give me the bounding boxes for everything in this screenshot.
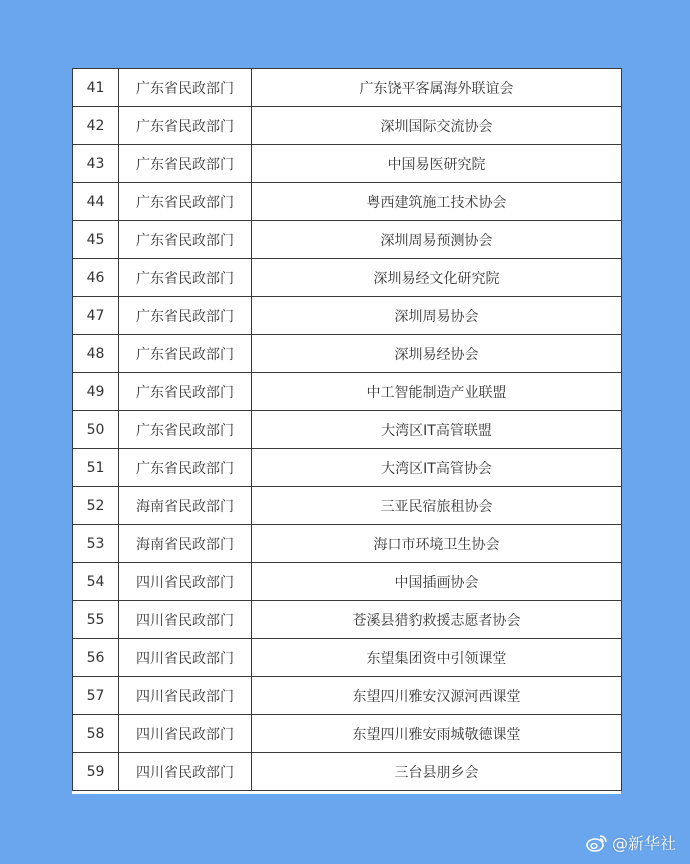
table-row bbox=[73, 297, 622, 335]
row-number-cell: 41 bbox=[73, 69, 119, 107]
table-body bbox=[73, 69, 622, 791]
row-number-cell: 45 bbox=[73, 221, 119, 259]
department-cell: 广东省民政部门 bbox=[119, 145, 252, 183]
table-row bbox=[73, 183, 622, 221]
table-row bbox=[73, 563, 622, 601]
department-cell: 广东省民政部门 bbox=[119, 297, 252, 335]
organization-name-cell: 中国易医研究院 bbox=[252, 145, 622, 183]
table-row bbox=[73, 525, 622, 563]
organization-name-cell: 三台县朋乡会 bbox=[252, 753, 622, 791]
department-cell: 四川省民政部门 bbox=[119, 639, 252, 677]
organization-name-cell: 东望四川雅安雨城敬德课堂 bbox=[252, 715, 622, 753]
row-number-cell: 51 bbox=[73, 449, 119, 487]
department-cell: 四川省民政部门 bbox=[119, 753, 252, 791]
department-cell: 四川省民政部门 bbox=[119, 715, 252, 753]
row-number-cell: 49 bbox=[73, 373, 119, 411]
organization-name-cell: 东望四川雅安汉源河西课堂 bbox=[252, 677, 622, 715]
row-number-cell: 52 bbox=[73, 487, 119, 525]
table-row bbox=[73, 411, 622, 449]
department-cell: 广东省民政部门 bbox=[119, 259, 252, 297]
weibo-logo-icon bbox=[586, 834, 608, 852]
row-number-cell: 48 bbox=[73, 335, 119, 373]
table-row bbox=[73, 373, 622, 411]
organization-name-cell: 深圳易经协会 bbox=[252, 335, 622, 373]
department-cell: 海南省民政部门 bbox=[119, 525, 252, 563]
row-number-cell: 46 bbox=[73, 259, 119, 297]
organization-name-cell: 深圳周易协会 bbox=[252, 297, 622, 335]
department-cell: 广东省民政部门 bbox=[119, 69, 252, 107]
table-row bbox=[73, 449, 622, 487]
organization-name-cell: 深圳周易预测协会 bbox=[252, 221, 622, 259]
department-cell: 广东省民政部门 bbox=[119, 107, 252, 145]
table-row bbox=[73, 221, 622, 259]
organization-name-cell: 大湾区IT高管协会 bbox=[252, 449, 622, 487]
table-row bbox=[73, 335, 622, 373]
department-cell: 广东省民政部门 bbox=[119, 183, 252, 221]
department-cell: 广东省民政部门 bbox=[119, 221, 252, 259]
watermark bbox=[586, 831, 676, 854]
organization-name-cell: 粤西建筑施工技术协会 bbox=[252, 183, 622, 221]
department-cell: 广东省民政部门 bbox=[119, 335, 252, 373]
department-cell: 四川省民政部门 bbox=[119, 601, 252, 639]
row-number-cell: 47 bbox=[73, 297, 119, 335]
row-number-cell: 42 bbox=[73, 107, 119, 145]
row-number-cell: 43 bbox=[73, 145, 119, 183]
row-number-cell: 50 bbox=[73, 411, 119, 449]
organization-name-cell: 海口市环境卫生协会 bbox=[252, 525, 622, 563]
department-cell: 广东省民政部门 bbox=[119, 449, 252, 487]
organization-name-cell: 东望集团资中引领课堂 bbox=[252, 639, 622, 677]
department-cell: 广东省民政部门 bbox=[119, 373, 252, 411]
department-cell: 四川省民政部门 bbox=[119, 563, 252, 601]
organization-name-cell: 广东饶平客属海外联谊会 bbox=[252, 69, 622, 107]
row-number-cell: 58 bbox=[73, 715, 119, 753]
organization-table bbox=[72, 68, 622, 791]
table-row bbox=[73, 677, 622, 715]
table-row bbox=[73, 487, 622, 525]
document-sheet bbox=[72, 68, 621, 794]
organization-name-cell: 中国插画协会 bbox=[252, 563, 622, 601]
table-row bbox=[73, 753, 622, 791]
row-number-cell: 54 bbox=[73, 563, 119, 601]
row-number-cell: 59 bbox=[73, 753, 119, 791]
row-number-cell: 55 bbox=[73, 601, 119, 639]
row-number-cell: 53 bbox=[73, 525, 119, 563]
organization-name-cell: 深圳易经文化研究院 bbox=[252, 259, 622, 297]
table-row bbox=[73, 145, 622, 183]
row-number-cell: 57 bbox=[73, 677, 119, 715]
organization-name-cell: 深圳国际交流协会 bbox=[252, 107, 622, 145]
department-cell: 海南省民政部门 bbox=[119, 487, 252, 525]
table-row bbox=[73, 69, 622, 107]
department-cell: 四川省民政部门 bbox=[119, 677, 252, 715]
table-row bbox=[73, 259, 622, 297]
row-number-cell: 44 bbox=[73, 183, 119, 221]
organization-name-cell: 三亚民宿旅租协会 bbox=[252, 487, 622, 525]
organization-name-cell: 大湾区IT高管联盟 bbox=[252, 411, 622, 449]
watermark-text: @新华社 bbox=[611, 834, 676, 853]
organization-name-cell: 中工智能制造产业联盟 bbox=[252, 373, 622, 411]
table-row bbox=[73, 715, 622, 753]
row-number-cell: 56 bbox=[73, 639, 119, 677]
table-row bbox=[73, 107, 622, 145]
organization-name-cell: 苍溪县猎豹救援志愿者协会 bbox=[252, 601, 622, 639]
department-cell: 广东省民政部门 bbox=[119, 411, 252, 449]
table-row bbox=[73, 601, 622, 639]
table-row bbox=[73, 639, 622, 677]
